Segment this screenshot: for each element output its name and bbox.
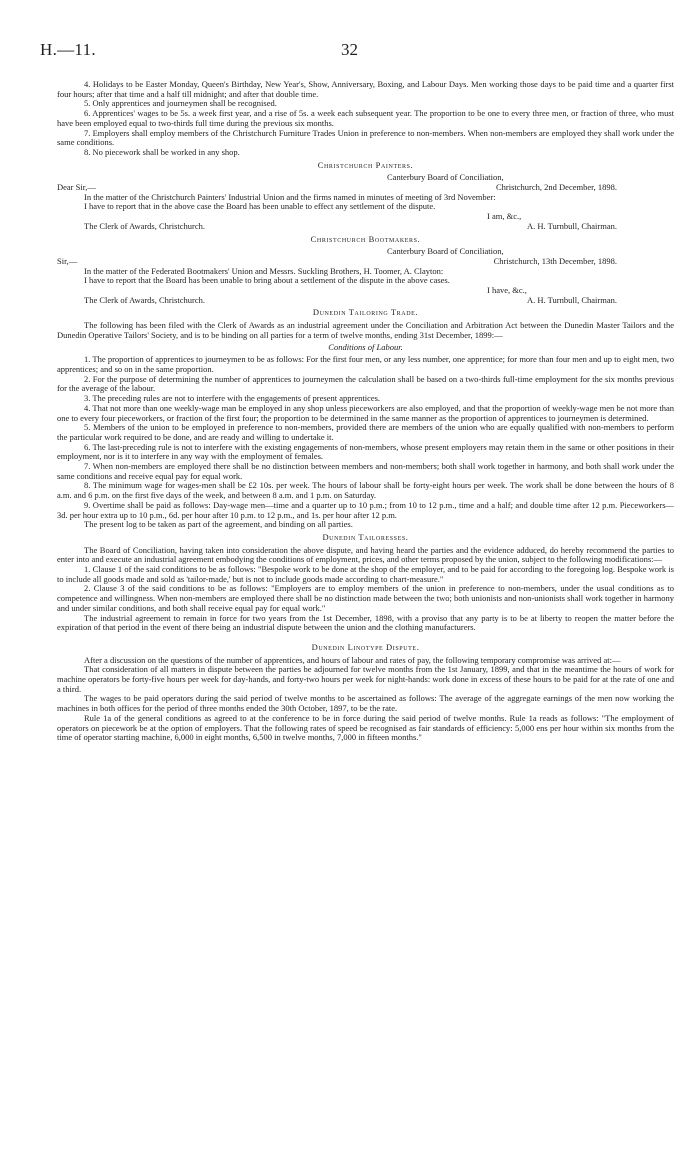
condition-item: 7. When non-members are employed there shall be no distinction between members and non-members; both shall work together in harmony, and both shall work under the same conditions and receive equal pay for equal work.	[57, 461, 674, 481]
paragraph: 1. Clause 1 of the said conditions to be as follows: "Bespoke work to be done at the shop of the employer, and to be paid for according to the foregoing log. Bespoke work is to include all goods made and sold as 'tailor-made,' but is not to include goods made according to chart-measure."	[57, 564, 674, 584]
section-heading-painters: Christchurch Painters.	[317, 159, 414, 170]
addressee: The Clerk of Awards, Christchurch.	[84, 220, 206, 231]
signature-row	[57, 296, 674, 306]
paragraph: The Board of Conciliation, having taken into consideration the above dispute, and having heard the parties and the evidence adduced, do hereby recommend the parties to enter into and execute an industrial agreement embodying the conditions of employment, prices, and other terms proposed by the union, subject to the following modifications:—	[57, 544, 674, 565]
paragraph: The industrial agreement to remain in force for two years from the 1st December, 1898, with a proviso that any party is to be at liberty to reopen the matter before the expiration of that period in the event of there being an industrial dispute between the union and the clothing manufacturers.	[57, 612, 674, 633]
report-line: I have to report that in the above case the Board has been unable to effect any settlement of the dispute.	[84, 201, 436, 212]
closing: I am, &c.,	[487, 211, 522, 222]
paragraph: That consideration of all matters in dispute between the parties be adjourned for twelve months from the 1st January, 1899, and that in the meantime the hours of work for machine operators be forty-five hours per week for day-hands, and forty-two hours per week for night-hands: work done in excess of these hours to be paid for at the rate of one and a third.	[57, 664, 674, 694]
document-body	[57, 80, 674, 743]
board-name: Canterbury Board of Conciliation,	[387, 246, 504, 257]
matter-line: In the matter of the Christchurch Painters' Industrial Union and the firms named in minutes of meeting of 3rd November:	[84, 191, 496, 202]
paragraph: 5. Only apprentices and journeymen shall be recognised.	[84, 98, 277, 109]
condition-item: 1. The proportion of apprentices to journeymen to be as follows: For the first four men, or any less number, one apprentice; for more than four men and up to eight men, two apprentices; and so on in the same proportion.	[57, 354, 674, 374]
condition-item: 4. That not more than one weekly-wage man be employed in any shop unless pieceworkers are also employed, and that the proportion of weekly-wage men be not more than one to every four pieceworkers, or fraction of the first four; the proportion to be determined in the same manner as the proportion of apprentices to journeymen is determined.	[57, 402, 674, 423]
addressee: The Clerk of Awards, Christchurch.	[84, 294, 206, 305]
salutation: Dear Sir,—	[57, 182, 96, 193]
paragraph: After a discussion on the questions of the number of apprentices, and hours of labour and rates of pay, the following temporary compromise was arrived at:—	[84, 654, 621, 665]
paragraph: 4. Holidays to be Easter Monday, Queen's Birthday, New Year's, Show, Anniversary, Boxing, and Labour Days. Men working those days to be paid time and a quarter first four hours; after that time and a half till midnight; and after that double time.	[57, 79, 674, 99]
place-date: Christchurch, 2nd December, 1898.	[496, 182, 617, 193]
paragraph: 7. Employers shall employ members of the Christchurch Furniture Trades Union in preference to non-members. When non-members are employed they shall work under the same conditions.	[57, 127, 674, 148]
condition-item: 2. For the purpose of determining the number of apprentices to journeymen the calculation shall be based on a two-thirds full-time employment for the six months previous for the average of the labour.	[57, 373, 674, 394]
section-heading-bootmakers: Christchurch Bootmakers.	[310, 233, 421, 244]
matter-line: In the matter of the Federated Bootmakers' Union and Messrs. Suckling Brothers, H. Toomer, A. Clayton:	[84, 265, 444, 276]
salutation: Sir,—	[57, 255, 78, 266]
conditions-heading: Conditions of Labour.	[328, 341, 403, 352]
closing: I have, &c.,	[487, 285, 527, 296]
signature: A. H. Turnbull, Chairman.	[527, 294, 617, 305]
condition-item: 5. Members of the union to be employed in preference to non-members, provided there are members of the union who are equally qualified with non-members to perform the particular work required to be done, and are ready and willing to undertake it.	[57, 422, 674, 442]
signature-row	[57, 222, 674, 232]
paragraph: 2. Clause 3 of the said conditions to be as follows: "Employers are to employ members of the union in preference to non-members, under the usual conditions as to competence and willingness. When non-members are employed there shall be no distinction made between the two; both unionists and non-unionists shall work together in harmony and under similar conditions, and both shall receive equal pay for equal work."	[57, 583, 674, 613]
section-heading-tailoresses: Dunedin Tailoresses.	[322, 531, 409, 542]
condition-item: 9. Overtime shall be paid as follows: Day-wage men—time and a quarter up to 10 p.m.; from 10 to 12 p.m., time and a half; and double time after 12 p.m. Pieceworkers—3d. per hour extra up to 10 p.m., 6d. per hour after 10 p.m. to 12 p.m., and 1s. per hour after 12 p.m.	[57, 499, 674, 520]
condition-item: 8. The minimum wage for wages-men shall be £2 10s. per week. The hours of labour shall be forty-eight hours per week. The work shall be done between the hours of 8 a.m. and 6 p.m. on the first five days of the week, and between 8 a.m. and 1 p.m. on Saturday.	[57, 480, 674, 501]
signature: A. H. Turnbull, Chairman.	[527, 220, 617, 231]
condition-item: 6. The last-preceding rule is not to interfere with the existing engagements of non-members, whose present employers may retain them in the same or other positions in their employment, nor is it to interfere in any way with the employment of females.	[57, 441, 674, 462]
section-heading-linotype: Dunedin Linotype Dispute.	[311, 641, 420, 652]
report-code: H.—11.	[40, 40, 96, 59]
paragraph: Rule 1a of the general conditions as agreed to at the conference to be in force during the said period of twelve months. Rule 1a reads as follows: "The employment of operators on piecework be at the option of employers. That the following rates of speed be recognised as fair standards of efficiency: 5,000 ens per hour within six months from the time of operator starting machine, 6,000 in eight months, 6,500 in twelve months, 7,000 in fifteen months."	[57, 712, 674, 743]
paragraph: 8. No piecework shall be worked in any shop.	[84, 146, 240, 157]
condition-item: The present log to be taken as part of the agreement, and binding on all parties.	[84, 519, 353, 530]
paragraph: The wages to be paid operators during the said period of twelve months to be ascertained as follows: The average of the aggregate earnings of the men now working the machines in both offices for the period of three months ended the 30th October, 1897, to be the rate.	[57, 693, 674, 714]
page-number: 32	[341, 40, 358, 59]
section-heading-tailoring: Dunedin Tailoring Trade.	[312, 307, 419, 318]
report-line: I have to report that the Board has been unable to bring about a settlement of the dispute in the above cases.	[84, 275, 450, 286]
place-date: Christchurch, 13th December, 1898.	[493, 255, 617, 266]
paragraph: 6. Apprentices' wages to be 5s. a week first year, and a rise of 5s. a week each subsequent year. The proportion to be one to every three men, or fraction of three, who must have been employed equal to two-thirds full time during the previous six months.	[57, 108, 674, 128]
condition-item: 3. The preceding rules are not to interfere with the engagements of present apprentices.	[84, 393, 381, 404]
paragraph: The following has been filed with the Clerk of Awards as an industrial agreement under the Conciliation and Arbitration Act between the Dunedin Master Tailors and the Dunedin Operative Tailors' Society, and is to be binding on all parties for a term of twelve months, ending 31st December, 1899:—	[57, 320, 674, 340]
board-name: Canterbury Board of Conciliation,	[387, 172, 504, 183]
